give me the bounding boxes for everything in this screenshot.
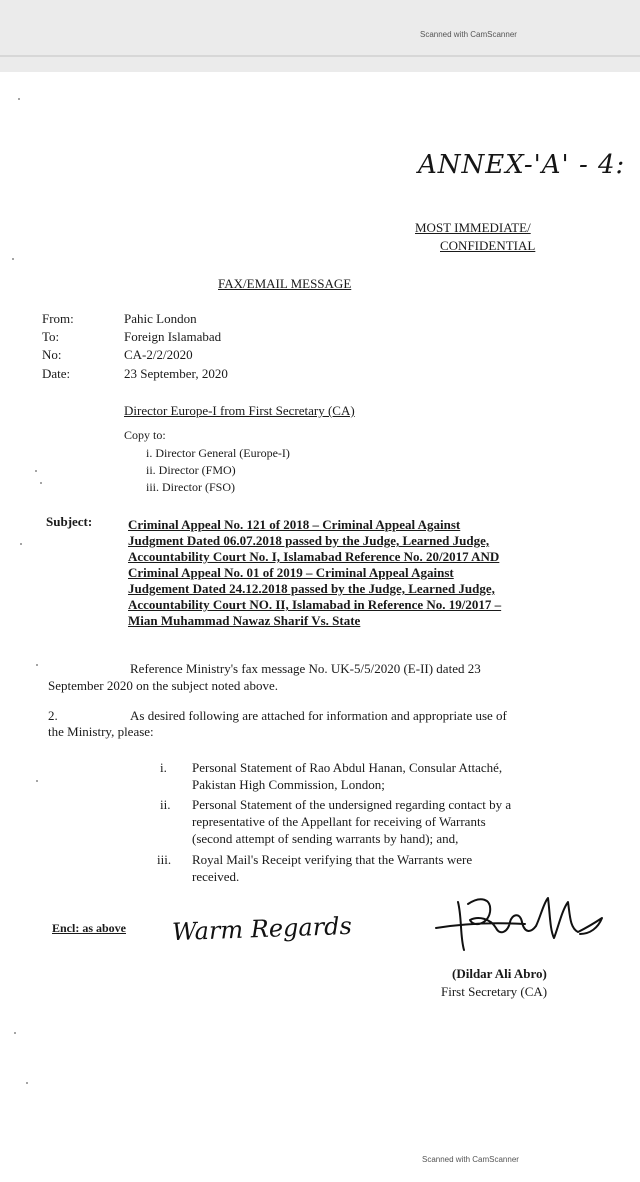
- paragraph2-line2: the Ministry, please:: [48, 724, 154, 739]
- scan-speck: [18, 98, 20, 100]
- scanner-watermark-bottom: Scanned with CamScanner: [422, 1155, 519, 1164]
- scan-speck: [35, 470, 37, 472]
- scan-speck: [14, 1032, 16, 1034]
- to-label: To:: [42, 329, 60, 344]
- attachment-number: iii.: [157, 852, 172, 867]
- date-label: Date:: [42, 366, 71, 381]
- attachment-line: representative of the Appellant for receiving of Warrants: [192, 814, 486, 829]
- to-value: Foreign Islamabad: [124, 329, 222, 344]
- from-value: Pahic London: [124, 311, 197, 326]
- subject-line: Accountability Court No. I, Islamabad Reference No. 20/2017 AND: [128, 549, 500, 564]
- attachment-line: received.: [192, 869, 240, 884]
- scanner-watermark-top: Scanned with CamScanner: [420, 30, 517, 39]
- paragraph1-line1: Reference Ministry's fax message No. UK-5/5/2020 (E-II) dated 23: [130, 661, 481, 676]
- number-value: CA-2/2/2020: [124, 347, 193, 362]
- subject-label: Subject:: [46, 514, 93, 529]
- scan-speck: [40, 482, 42, 484]
- copy-to-item: iii. Director (FSO): [146, 480, 235, 494]
- classification-line2: CONFIDENTIAL: [440, 238, 536, 253]
- attachment-line: (second attempt of sending warrants by hand); and,: [192, 831, 459, 846]
- scanner-top-bar: [0, 0, 640, 72]
- enclosure-note: Encl: as above: [52, 921, 127, 935]
- scan-speck: [12, 258, 14, 260]
- attachment-line: Personal Statement of the undersigned regarding contact by a: [192, 797, 512, 812]
- scan-speck: [26, 1082, 28, 1084]
- copy-to-label: Copy to:: [124, 428, 166, 442]
- number-label: No:: [42, 347, 62, 362]
- subject-line: Accountability Court NO. II, Islamabad in Reference No. 19/2017 –: [128, 597, 502, 612]
- subject-line: Criminal Appeal No. 01 of 2019 – Criminal Appeal Against: [128, 565, 454, 580]
- signature-scribble: [430, 888, 610, 958]
- handwritten-regards: Warm Regards: [171, 911, 353, 947]
- signatory-title: First Secretary (CA): [441, 984, 548, 999]
- scan-speck: [36, 780, 38, 782]
- attachment-line: Royal Mail's Receipt verifying that the Warrants were: [192, 852, 473, 867]
- attachment-number: i.: [160, 760, 167, 775]
- date-value: 23 September, 2020: [124, 366, 228, 381]
- subject-line: Judgement Dated 24.12.2018 passed by the Judge, Learned Judge,: [128, 581, 495, 596]
- paragraph2-number: 2.: [48, 708, 58, 723]
- subject-line: Judgment Dated 06.07.2018 passed by the Judge, Learned Judge,: [128, 533, 490, 548]
- attachment-line: Personal Statement of Rao Abdul Hanan, Consular Attaché,: [192, 760, 503, 775]
- attachment-line: Pakistan High Commission, London;: [192, 777, 385, 792]
- copy-to-item: i. Director General (Europe-I): [146, 446, 290, 460]
- scan-speck: [20, 543, 22, 545]
- paragraph2-line1: As desired following are attached for information and appropriate use of: [130, 708, 507, 723]
- from-label: From:: [42, 311, 74, 326]
- annex-handwritten-mark: ANNEX-'A' - 4:: [418, 150, 626, 180]
- subject-line: Criminal Appeal No. 121 of 2018 – Criminal Appeal Against: [128, 517, 461, 532]
- paragraph1-line2: September 2020 on the subject noted above.: [48, 678, 278, 693]
- attachment-number: ii.: [160, 797, 171, 812]
- copy-to-item: ii. Director (FMO): [146, 463, 236, 477]
- document-heading: FAX/EMAIL MESSAGE: [218, 276, 352, 291]
- subject-line: Mian Muhammad Nawaz Sharif Vs. State: [128, 613, 361, 628]
- signatory-name: (Dildar Ali Abro): [452, 966, 547, 981]
- addressee: Director Europe-I from First Secretary (CA): [124, 403, 355, 418]
- page-edge-line: [0, 55, 640, 57]
- classification-line1: MOST IMMEDIATE/: [415, 220, 531, 235]
- scan-speck: [36, 664, 38, 666]
